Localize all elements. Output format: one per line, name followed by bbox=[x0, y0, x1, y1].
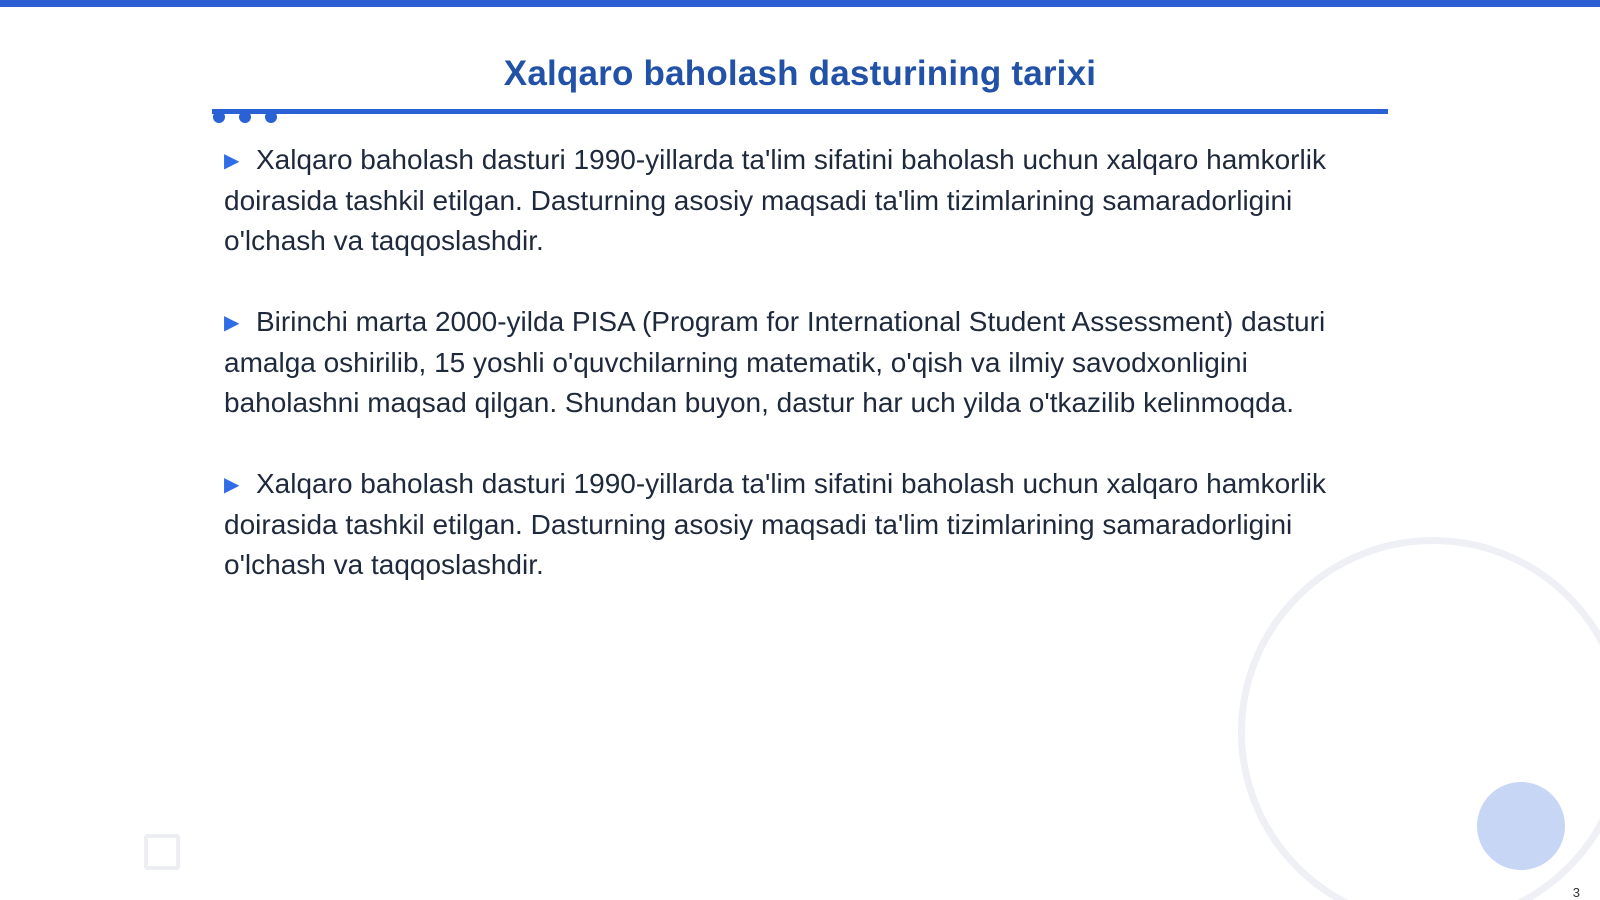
decorative-dot bbox=[265, 111, 277, 123]
bullet-paragraph bbox=[224, 302, 1344, 423]
decorative-dot bbox=[213, 111, 225, 123]
bullet-paragraph bbox=[224, 464, 1344, 585]
triangle-bullet-icon: ▶ bbox=[224, 150, 240, 172]
triangle-bullet-icon: ▶ bbox=[224, 474, 240, 496]
decorative-circle bbox=[1477, 782, 1565, 870]
top-accent-bar bbox=[0, 0, 1600, 7]
paragraph-text: Xalqaro baholash dasturi 1990-yillarda ta'lim sifatini baholash uchun xalqaro hamkorlik doirasida tashkil etilgan. Dasturning asosiy maqsadi ta'lim tizimlarining samaradorligini o'lchash va taqqoslashdir. bbox=[224, 468, 1326, 580]
bullet-paragraph bbox=[224, 140, 1344, 261]
decorative-square bbox=[144, 834, 180, 870]
triangle-bullet-icon: ▶ bbox=[224, 312, 240, 334]
title-underline bbox=[212, 109, 1388, 114]
paragraph-text: Xalqaro baholash dasturi 1990-yillarda ta'lim sifatini baholash uchun xalqaro hamkorlik doirasida tashkil etilgan. Dasturning asosiy maqsadi ta'lim tizimlarining samaradorligini o'lchash va taqqoslashdir. bbox=[224, 144, 1326, 256]
page-number: 3 bbox=[1572, 885, 1580, 900]
paragraph-text: Birinchi marta 2000-yilda PISA (Program for International Student Assessment) dasturi amalga oshirilib, 15 yoshli o'quvchilarning matematik, o'qish va ilmiy savodxonligini baholashni maqsad qilgan. Shundan buyon, dastur har uch yilda o'tkazilib kelinmoqda. bbox=[224, 306, 1326, 418]
decorative-dot bbox=[239, 111, 251, 123]
bullet-list bbox=[224, 140, 1344, 626]
slide-title: Xalqaro baholash dasturining tarixi bbox=[503, 54, 1097, 93]
